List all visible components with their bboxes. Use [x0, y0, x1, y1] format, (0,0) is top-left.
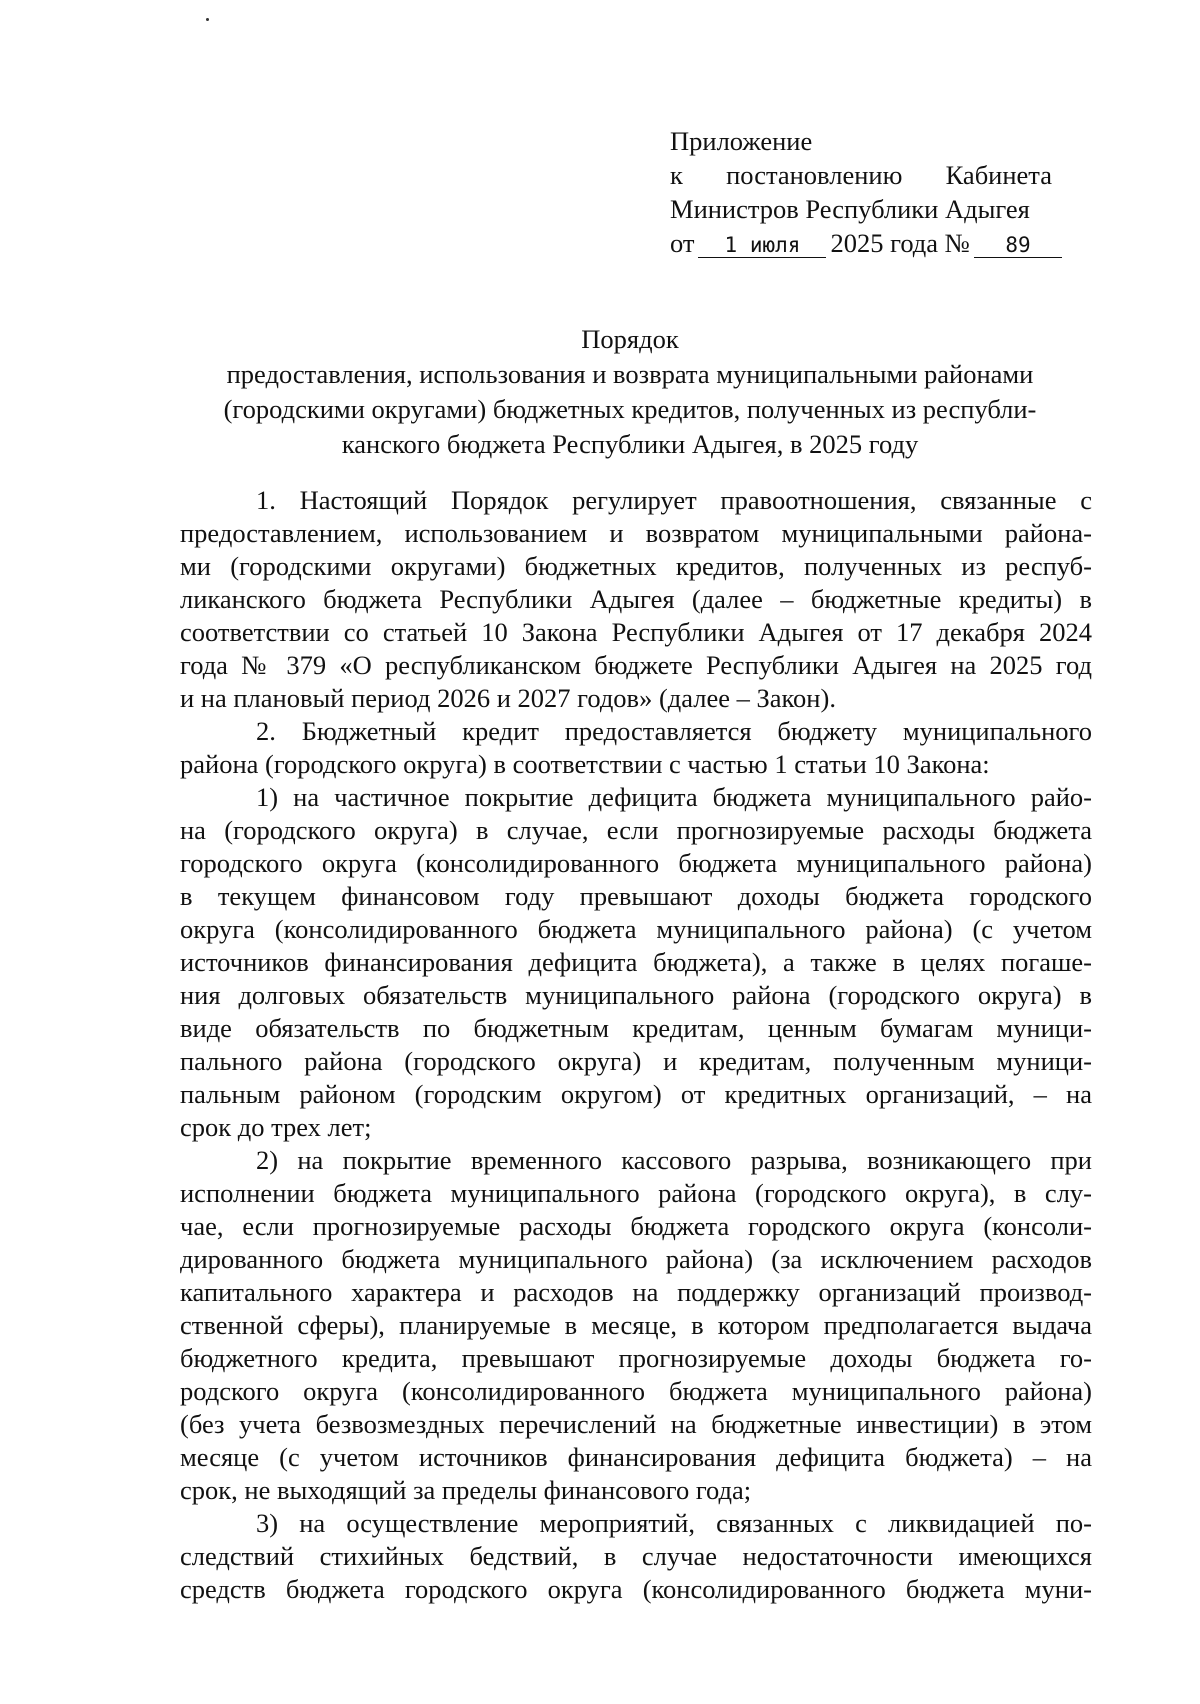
title-subtitle-line: предоставления, использования и возврата муниципальными районами [226, 359, 1034, 389]
body-line: источников финансирования дефицита бюджета), а также в целях погаше- [180, 947, 1092, 977]
date-blank: 1 июля [698, 233, 826, 258]
appendix-word-cabinet: Кабинета [945, 160, 1052, 190]
decree-number: 89 [974, 233, 1062, 258]
appendix-word-decree: постановлению [726, 160, 903, 190]
body-line: средств бюджета городского округа (консолидированного бюджета муни- [180, 1574, 1092, 1604]
document-title [180, 322, 1080, 462]
title-subtitle-line: (городскими округами) бюджетных кредитов, полученных из республи- [223, 394, 1037, 424]
date-prefix: от [670, 228, 695, 258]
body-line: 2) на покрытие временного кассового разрыва, возникающего при [256, 1145, 1092, 1175]
appendix-ministers-line: Министров Республики Адыгея [670, 194, 1030, 224]
body-line: пального района (городского округа) и кредитам, полученным муници- [180, 1046, 1092, 1076]
body-line: на (городского округа) в случае, если прогнозируемые расходы бюджета [180, 815, 1092, 845]
body-line: срок до трех лет; [180, 1112, 372, 1142]
date-year: 2025 года № [830, 228, 970, 258]
title-subtitle-line: канского бюджета Республики Адыгея, в 2025 году [341, 429, 919, 459]
body-line: года № 379 «О республиканском бюджете Республики Адыгея на 2025 год [180, 650, 1092, 680]
body-line: и на плановый период 2026 и 2027 годов» (далее – Закон). [180, 683, 836, 713]
body-line: ния долговых обязательств муниципального района (городского округа) в [180, 980, 1092, 1010]
body-line: родского округа (консолидированного бюджета муниципального района) [180, 1376, 1092, 1406]
scan-speck [206, 18, 209, 21]
title-heading: Порядок [581, 324, 679, 354]
body-line: в текущем финансовом году превышают доходы бюджета городского [180, 881, 1092, 911]
body-line: ственной сферы), планируемые в месяце, в котором предполагается выдача [180, 1310, 1092, 1340]
body-line: 3) на осуществление мероприятий, связанных с ликвидацией по- [256, 1508, 1092, 1538]
body-line: капитального характера и расходов на поддержку организаций производ- [180, 1277, 1092, 1307]
appendix-header [670, 124, 1052, 260]
body-line: района (городского округа) в соответствии с частью 1 статьи 10 Закона: [180, 749, 990, 779]
body-line: 1) на частичное покрытие дефицита бюджета муниципального райо- [256, 782, 1092, 812]
body-line: округа (консолидированного бюджета муниципального района) (с учетом [180, 914, 1092, 944]
body-line: соответствии со статьей 10 Закона Республики Адыгея от 17 декабря 2024 [180, 617, 1092, 647]
document-body [180, 484, 1092, 1606]
body-line: виде обязательств по бюджетным кредитам, ценным бумагам муници- [180, 1013, 1092, 1043]
body-line: исполнении бюджета муниципального района (городского округа), в слу- [180, 1178, 1092, 1208]
body-line: пальным районом (городским округом) от кредитных организаций, – на [180, 1079, 1092, 1109]
appendix-label: Приложение [670, 126, 813, 156]
appendix-decree-line [670, 158, 1052, 192]
body-line: (без учета безвозмездных перечислений на бюджетные инвестиции) в этом [180, 1409, 1092, 1439]
body-line: дированного бюджета муниципального района) (за исключением расходов [180, 1244, 1092, 1274]
body-line: бюджетного кредита, превышают прогнозируемые доходы бюджета го- [180, 1343, 1092, 1373]
body-line: месяце (с учетом источников финансирования дефицита бюджета) – на [180, 1442, 1092, 1472]
body-line: следствий стихийных бедствий, в случае недостаточности имеющихся [180, 1541, 1092, 1571]
body-line: городского округа (консолидированного бюджета муниципального района) [180, 848, 1092, 878]
appendix-date-line [670, 226, 1052, 260]
body-line: срок, не выходящий за пределы финансового года; [180, 1475, 752, 1505]
body-line: предоставлением, использованием и возвратом муниципальными района- [180, 518, 1092, 548]
body-line: ми (городскими округами) бюджетных кредитов, полученных из респуб- [180, 551, 1092, 581]
body-line: ликанского бюджета Республики Адыгея (далее – бюджетные кредиты) в [180, 584, 1092, 614]
body-line: 1. Настоящий Порядок регулирует правоотношения, связанные с [256, 485, 1092, 515]
appendix-word-k: к [670, 160, 683, 190]
body-line: чае, если прогнозируемые расходы бюджета городского округа (консоли- [180, 1211, 1092, 1241]
body-line: 2. Бюджетный кредит предоставляется бюджету муниципального [256, 716, 1092, 746]
